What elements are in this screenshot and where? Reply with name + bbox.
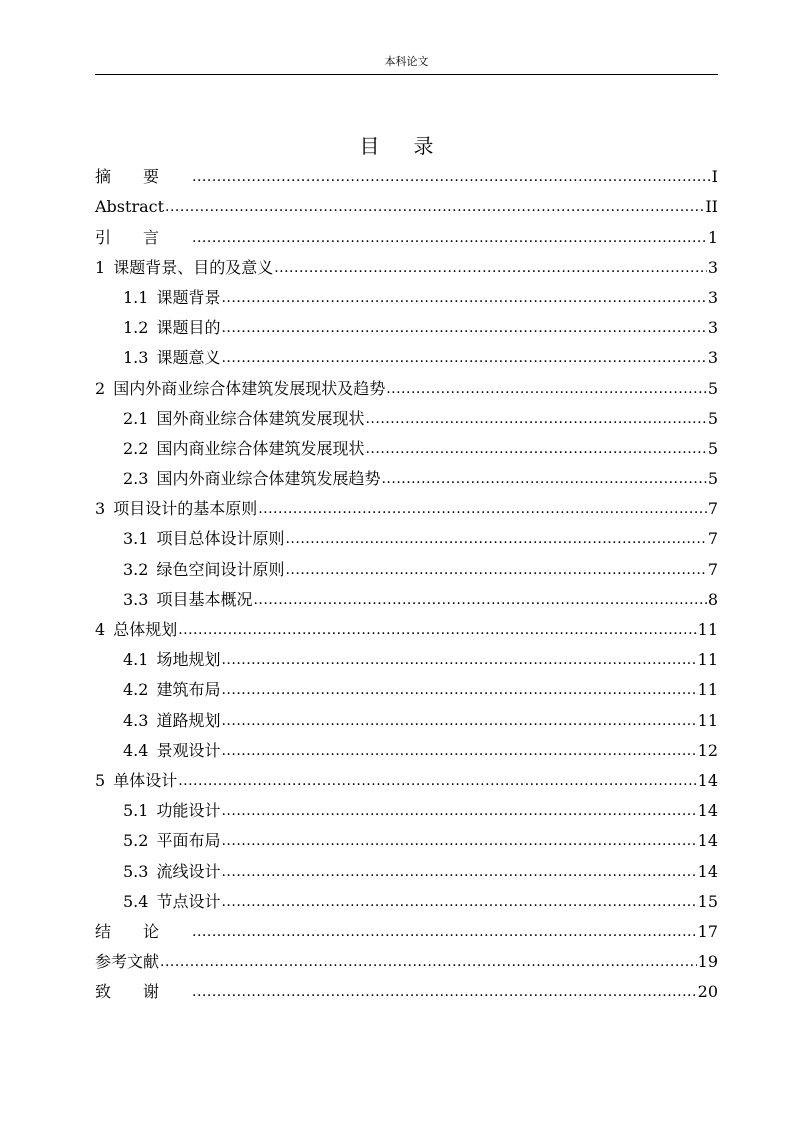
toc-entry-label: 流线设计 <box>156 861 221 881</box>
toc-dot-leader <box>221 313 706 343</box>
toc-entry-number: 2.3 <box>123 469 149 489</box>
toc-entry-number: 4.2 <box>123 680 149 700</box>
toc-dot-leader <box>285 524 706 554</box>
toc-entry-number: 4.4 <box>123 740 149 760</box>
toc-entry-page: 19 <box>697 952 718 972</box>
toc-dot-leader <box>221 826 696 856</box>
toc-entry-page: 15 <box>697 891 718 911</box>
toc-entry[interactable] <box>95 494 718 524</box>
toc-entry-page: 11 <box>697 650 718 670</box>
toc-entry-label: 总体规划 <box>113 620 178 639</box>
toc-entry-page: 11 <box>697 680 718 700</box>
toc-entry[interactable] <box>95 404 718 434</box>
toc-entry[interactable] <box>95 373 718 403</box>
toc-entry-label: 国外商业综合体建筑发展现状 <box>156 408 365 428</box>
toc-dot-leader <box>192 223 707 253</box>
toc-dot-leader <box>365 434 706 464</box>
toc-entry-label: 项目总体设计原则 <box>156 529 285 549</box>
toc-entry[interactable] <box>95 554 718 584</box>
toc-entry-page: 3 <box>707 318 718 338</box>
toc-entry[interactable] <box>95 253 718 283</box>
toc-dot-leader <box>221 857 696 887</box>
toc-entry-page: 5 <box>707 378 718 398</box>
toc-entry-number: 5.4 <box>123 891 149 911</box>
toc-entry-label: 平面布局 <box>156 831 221 851</box>
toc-entry-page: II <box>705 197 718 217</box>
toc-entry[interactable] <box>95 585 718 615</box>
toc-entry[interactable] <box>95 343 718 373</box>
toc-dot-leader <box>381 464 706 494</box>
toc-entry[interactable] <box>95 192 718 222</box>
toc-entry-page: I <box>711 167 718 187</box>
toc-dot-leader <box>365 404 706 434</box>
toc-entry-page: 8 <box>707 589 718 609</box>
toc-dot-leader <box>178 615 696 645</box>
toc-entry[interactable] <box>95 675 718 705</box>
toc-entry[interactable] <box>95 826 718 856</box>
toc-entry-page: 5 <box>707 408 718 428</box>
toc-entry-number: 5.3 <box>123 861 149 881</box>
toc-entry-label: Abstract <box>95 197 165 217</box>
toc-entry-label: 参考文献 <box>95 952 160 972</box>
toc-dot-leader <box>221 283 706 313</box>
toc-entry-number: 3.1 <box>123 529 149 549</box>
toc-entry-label: 场地规划 <box>156 650 221 670</box>
toc-entry-number: 3 <box>95 499 106 519</box>
toc-entry[interactable] <box>95 283 718 313</box>
toc-entry[interactable] <box>95 796 718 826</box>
toc-entry-page: 3 <box>707 257 718 277</box>
toc-entry[interactable] <box>95 645 718 675</box>
toc-entry-number: 2.2 <box>123 438 149 458</box>
toc-dot-leader <box>221 343 706 373</box>
toc-dot-leader <box>274 253 707 283</box>
toc-entry-page: 7 <box>707 559 718 579</box>
toc-entry-page: 14 <box>697 831 718 851</box>
toc-entry-number: 1 <box>95 257 106 277</box>
toc-entry-page: 7 <box>707 529 718 549</box>
toc-entry-number: 1.1 <box>123 287 149 307</box>
toc-dot-leader <box>221 706 696 736</box>
toc-entry-page: 5 <box>707 469 718 489</box>
toc-dot-leader <box>192 917 697 947</box>
toc-entry-label: 单体设计 <box>113 770 178 790</box>
toc-entry-number: 4 <box>95 620 106 639</box>
toc-entry[interactable] <box>95 434 718 464</box>
toc-entry[interactable] <box>95 313 718 343</box>
toc-entry[interactable] <box>95 887 718 917</box>
toc-dot-leader <box>253 585 706 615</box>
toc-entry-label: 项目基本概况 <box>156 589 253 609</box>
toc-entry-label: 项目设计的基本原则 <box>113 499 258 519</box>
toc-entry-label: 课题背景 <box>156 287 221 307</box>
toc-entry-page: 7 <box>707 499 718 519</box>
toc-entry-label: 结论 <box>95 921 192 941</box>
toc-dot-leader <box>221 736 696 766</box>
toc-entry-page: 14 <box>697 770 718 790</box>
toc-entry-label: 课题目的 <box>156 318 221 338</box>
toc-entry-number: 5.2 <box>123 831 149 851</box>
toc-entry-page: 14 <box>697 861 718 881</box>
toc-entry-number: 5.1 <box>123 801 149 821</box>
table-of-contents <box>95 162 718 1007</box>
toc-dot-leader <box>285 555 706 585</box>
toc-entry[interactable] <box>95 977 718 1007</box>
toc-entry-label: 绿色空间设计原则 <box>156 559 285 579</box>
toc-entry[interactable] <box>95 947 718 977</box>
toc-entry-label: 节点设计 <box>156 891 221 911</box>
toc-entry[interactable] <box>95 464 718 494</box>
toc-entry[interactable] <box>95 856 718 886</box>
toc-entry-label: 引言 <box>95 227 192 247</box>
toc-entry-label: 景观设计 <box>156 740 221 760</box>
toc-entry-page: 11 <box>697 710 718 730</box>
toc-entry-number: 1.3 <box>123 348 149 368</box>
toc-entry[interactable] <box>95 766 718 796</box>
toc-entry[interactable] <box>95 222 718 252</box>
toc-entry-page: 1 <box>707 227 718 247</box>
toc-entry[interactable] <box>95 705 718 735</box>
toc-entry-page: 3 <box>707 287 718 307</box>
toc-entry-number: 2.1 <box>123 408 149 428</box>
toc-entry-number: 4.1 <box>123 650 149 670</box>
toc-entry-page: 20 <box>697 982 718 1002</box>
toc-entry-number: 3.3 <box>123 589 149 609</box>
toc-entry-page: 5 <box>707 438 718 458</box>
toc-entry-label: 课题背景、目的及意义 <box>113 257 274 277</box>
toc-dot-leader <box>192 977 697 1007</box>
toc-entry[interactable] <box>95 162 718 192</box>
toc-entry[interactable] <box>95 524 718 554</box>
toc-entry[interactable] <box>95 917 718 947</box>
toc-entry-page: 14 <box>697 801 718 821</box>
toc-entry-number: 4.3 <box>123 710 149 730</box>
toc-dot-leader <box>258 494 707 524</box>
page-title: 目录 <box>359 134 468 158</box>
toc-dot-leader <box>221 645 696 675</box>
toc-entry-page: 11 <box>697 620 718 639</box>
toc-entry-label: 建筑布局 <box>156 680 221 700</box>
toc-entry-label: 功能设计 <box>156 801 221 821</box>
toc-entry-page: 17 <box>697 921 718 941</box>
toc-dot-leader <box>165 192 704 222</box>
toc-entry-label: 国内外商业综合体建筑发展趋势 <box>156 469 381 489</box>
toc-entry-label: 致谢 <box>95 982 192 1002</box>
toc-dot-leader <box>178 766 696 796</box>
toc-entry-label: 道路规划 <box>156 710 221 730</box>
page-header: 本科论文 <box>95 56 718 75</box>
toc-entry-number: 1.2 <box>123 318 149 338</box>
toc-entry-number: 5 <box>95 770 106 790</box>
toc-dot-leader <box>192 162 711 192</box>
toc-entry-label: 课题意义 <box>156 348 221 368</box>
toc-entry-number: 3.2 <box>123 559 149 579</box>
toc-entry-number: 2 <box>95 378 106 398</box>
toc-dot-leader <box>221 675 696 705</box>
toc-entry-label: 摘要 <box>95 167 192 187</box>
toc-entry[interactable] <box>95 736 718 766</box>
toc-dot-leader <box>386 374 707 404</box>
toc-dot-leader <box>221 796 696 826</box>
toc-entry-label: 国内商业综合体建筑发展现状 <box>156 438 365 458</box>
toc-dot-leader <box>160 947 697 977</box>
toc-entry[interactable] <box>95 615 718 645</box>
toc-dot-leader <box>221 887 696 917</box>
toc-entry-page: 12 <box>697 740 718 760</box>
toc-entry-page: 3 <box>707 348 718 368</box>
toc-entry-label: 国内外商业综合体建筑发展现状及趋势 <box>113 378 386 398</box>
